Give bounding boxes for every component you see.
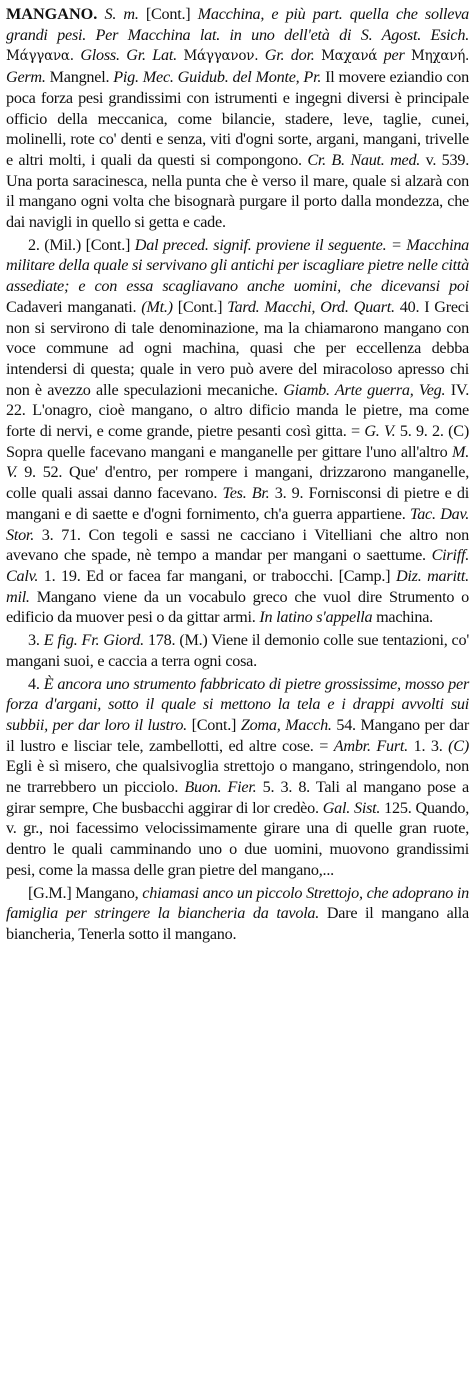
text-run: 5. 9. 2. (C) Sopra quelle facevano mangani e manganelle per gittare l'uno all'altro <box>6 422 469 461</box>
italic-text: chiamasi anco un piccolo Strettojo, che adoprano in famiglia per stringere la biancheria da tavola. <box>6 883 469 923</box>
text-run: [Cont.] <box>172 297 228 316</box>
italic-text: Pig. Mec. Guidub. del Monte, Pr. <box>113 68 322 87</box>
text-run: [Cont.] <box>186 715 241 734</box>
entry-paragraph-2 <box>6 235 469 628</box>
text-run: Egli è sì misero, che qualsivoglia strettojo o mangano, stringendolo, non ne trarrebbero un picciolo. <box>6 757 469 797</box>
italic-text: Zoma, Macch. <box>240 715 332 734</box>
italic-text: In latino s'appella <box>259 608 373 627</box>
greek-text: Μαχανά <box>321 48 378 65</box>
italic-text: Diz. maritt. mil. <box>6 566 469 606</box>
greek-text: Μάγγανον. <box>183 48 259 65</box>
text-run: [G.M.] Mangano, <box>28 883 143 902</box>
italic-text: (Mt.) <box>141 297 173 316</box>
text-run: 178. (M.) Viene il demonio colle sue tentazioni, co' mangani suoi, e caccia a terra ogni cosa. <box>6 631 469 670</box>
italic-text: Gloss. Gr. Lat. <box>80 46 177 65</box>
italic-text: È ancora uno strumento fabbricato di pietre grossissime, mosso per forza d'argani, sotto il quale si mettono la tela e i drappi avvolti sui subbii, per dar loro il lustro. <box>6 674 470 734</box>
greek-text: Μάγγανα. <box>6 48 74 65</box>
italic-text: Ciriff. Calv. <box>6 546 469 585</box>
text-run: Cadaveri manganati. <box>6 297 142 316</box>
italic-text: Macchina, e più part. quella che solleva grandi pesi. Per Macchina lat. in uno dell'età di S. Agost. Esich. <box>6 5 469 44</box>
text-run: 4. <box>28 674 44 693</box>
italic-text: Tac. Dav. Stor. <box>6 504 470 544</box>
italic-text: Ambr. Furt. <box>333 736 408 755</box>
italic-text: Dal preced. signif. proviene il seguente. = Macchina militare della quale si servivano gli antichi per iscagliare pietre nelle città assediate; e con essa scagliavano anche uomini, che dicevansi poi <box>6 235 470 296</box>
headword: MANGANO. <box>6 5 98 23</box>
italic-text: per <box>383 46 405 65</box>
text-run: Mangnel. <box>45 68 114 87</box>
text-run: 1. 19. Ed or facea far mangani, or trabocchi. [Camp.] <box>38 566 396 585</box>
italic-text: S. m. <box>104 5 139 23</box>
italic-text: Gal. Sist. <box>322 798 381 817</box>
text-run: 3. 9. Fornisconsi di pietre e di mangani e di saette e d'ogni fornimento, ch'a guerra appartiene. <box>6 484 469 523</box>
text-run: 40. I Greci non si servirono di tale denominazione, ma la chiamarono mangano con voce commune ad ogni machina, quasi che per eccellenza debba intendersi di questa; quale in vero può avere del miracoloso apresso chi non è avezzo alle speculazioni mecaniche. <box>6 297 469 399</box>
text-run: Dare il mangano alla biancheria, Tenerla sotto il mangano. <box>6 904 469 943</box>
text-run: 54. Mangano per dar il lustro e lisciar tele, zambellotti, ed altre cose. = <box>6 715 469 755</box>
text-run: 125. Quando, v. gr., noi facessimo velocissimamente girare una di quelle gran ruote, dentro le quali camminando uno o due uomini, muovono grandissimi pesi, come la massa delle gran pietre del mangano,... <box>6 798 470 879</box>
italic-text: (C) <box>448 736 469 755</box>
entry-paragraph-5 <box>6 883 469 945</box>
greek-text: Μηχανή. <box>411 48 470 65</box>
italic-text: Cr. B. Naut. med. <box>307 150 421 169</box>
text-run: machina. <box>372 608 433 627</box>
italic-text: G. V. <box>364 422 396 441</box>
text-run: 1. 3. <box>407 736 449 755</box>
italic-text: Giamb. Arte guerra, Veg. <box>283 380 446 399</box>
text-run: 2. (Mil.) [Cont.] <box>28 235 135 254</box>
text-run: 3. <box>28 631 44 650</box>
italic-text: Tard. Macchi, Ord. Quart. <box>227 297 395 316</box>
dictionary-entry-mangano <box>6 4 469 945</box>
text-run: 9. 52. Que' d'entro, per rompere i mangani, drizzarono manganelle, colle quali assai danno facevano. <box>6 463 469 503</box>
text-run: Mangano viene da un vocabulo greco che vuol dire Strumento o edificio da muover pesi o da gittar armi. <box>6 587 469 627</box>
text-run: 5. 3. 8. Tali al mangano pose a girar sempre, Che busbacchi aggirar di lor credèo. <box>6 778 469 817</box>
italic-text: Tes. Br. <box>222 484 270 503</box>
italic-text: Buon. Fier. <box>184 778 257 797</box>
italic-text: Germ. <box>6 68 46 87</box>
text-run: v. 539. Una porta saracinesca, nella punta che è verso il mare, quale si alzarà con il mangano ogni volta che bisognarà purgare il porto dalla mondezza, che dai navigli in quello si getta e cade. <box>6 150 470 232</box>
italic-text: M. V. <box>6 442 469 482</box>
text-run: 3. 71. Con tegoli e sassi ne cacciano i Vitelliani che altro non avevano che spade, nè tempo a mandar per mangani o saettume. <box>6 525 469 565</box>
entry-paragraph-3 <box>6 630 469 671</box>
text-run: [Cont.] <box>138 5 198 23</box>
entry-paragraph-1 <box>6 4 469 233</box>
italic-text: E fig. Fr. Giord. <box>43 631 144 650</box>
text-run: IV. 22. L'onagro, cioè mangano, o altro dificio manda le pietre, ma come forte di nervi, e come grande, pietre pesanti così gitta. = <box>6 380 469 441</box>
entry-paragraph-4 <box>6 674 469 881</box>
italic-text: Gr. dor. <box>264 46 315 65</box>
text-run: Il movere eziandio con poca forza pesi grandissimi con istrumenti e ingegni diversi è principale officio della meccanica, come bilancie, stadere, leve, taglie, cunei, molinelli, rote co' denti e senza, viti d'ogni sorte, argani, mangani, trivelle e altri molti, i quali da questi si compongono. <box>6 68 469 169</box>
text-run <box>97 5 104 23</box>
